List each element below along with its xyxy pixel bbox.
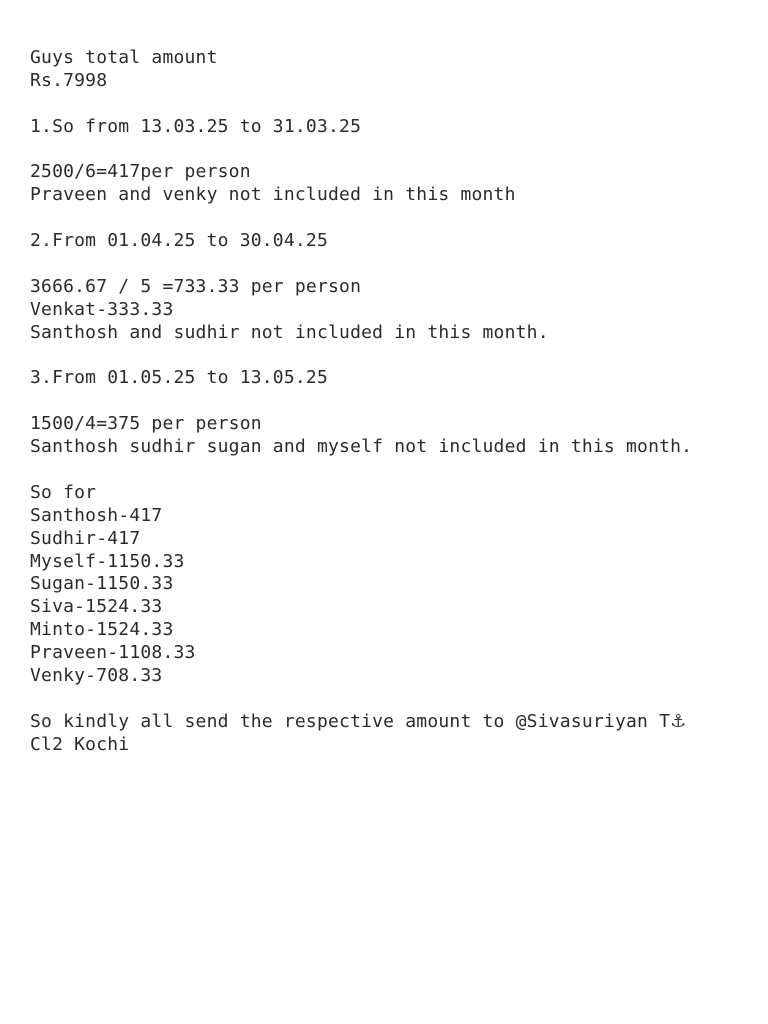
spacer bbox=[30, 139, 750, 162]
spacer bbox=[30, 345, 750, 368]
spacer bbox=[30, 688, 750, 711]
period-1-note: Praveen and venky not included in this month bbox=[30, 184, 516, 206]
summary-item: Siva-1524.33 bbox=[30, 596, 163, 618]
summary-item: Santhosh-417 bbox=[30, 504, 163, 526]
spacer bbox=[30, 459, 750, 482]
summary-item: Minto-1524.33 bbox=[30, 619, 174, 641]
period-3-calculation: 1500/4=375 per person bbox=[30, 413, 262, 435]
period-2-extra: Venkat-333.33 bbox=[30, 298, 174, 320]
summary-item: Sugan-1150.33 bbox=[30, 573, 174, 595]
total-amount: Rs.7998 bbox=[30, 69, 108, 91]
spacer bbox=[30, 253, 750, 276]
closing-location: Cl2 Kochi bbox=[30, 733, 130, 755]
summary-item: Venky-708.33 bbox=[30, 665, 163, 687]
period-3-note: Santhosh sudhir sugan and myself not included in this month. bbox=[30, 436, 693, 458]
spacer bbox=[30, 93, 750, 116]
closing-text: So kindly all send the respective amount to @Sivasuriyan T bbox=[30, 710, 671, 732]
note-document bbox=[30, 47, 750, 757]
summary-item: Praveen-1108.33 bbox=[30, 642, 196, 664]
spacer bbox=[30, 390, 750, 413]
period-3-heading: 3.From 01.05.25 to 13.05.25 bbox=[30, 367, 328, 389]
summary-intro: So for bbox=[30, 481, 97, 503]
anchor-icon: ⚓ bbox=[670, 710, 687, 732]
spacer bbox=[30, 207, 750, 230]
closing-line bbox=[30, 711, 750, 734]
period-2-heading: 2.From 01.04.25 to 30.04.25 bbox=[30, 230, 328, 252]
total-label: Guys total amount bbox=[30, 47, 218, 68]
period-2-calculation: 3666.67 / 5 =733.33 per person bbox=[30, 275, 362, 297]
period-1-calculation: 2500/6=417per person bbox=[30, 161, 251, 183]
period-1-heading: 1.So from 13.03.25 to 31.03.25 bbox=[30, 115, 362, 137]
period-2-note: Santhosh and sudhir not included in this month. bbox=[30, 321, 549, 343]
summary-item: Myself-1150.33 bbox=[30, 550, 185, 572]
summary-item: Sudhir-417 bbox=[30, 527, 141, 549]
